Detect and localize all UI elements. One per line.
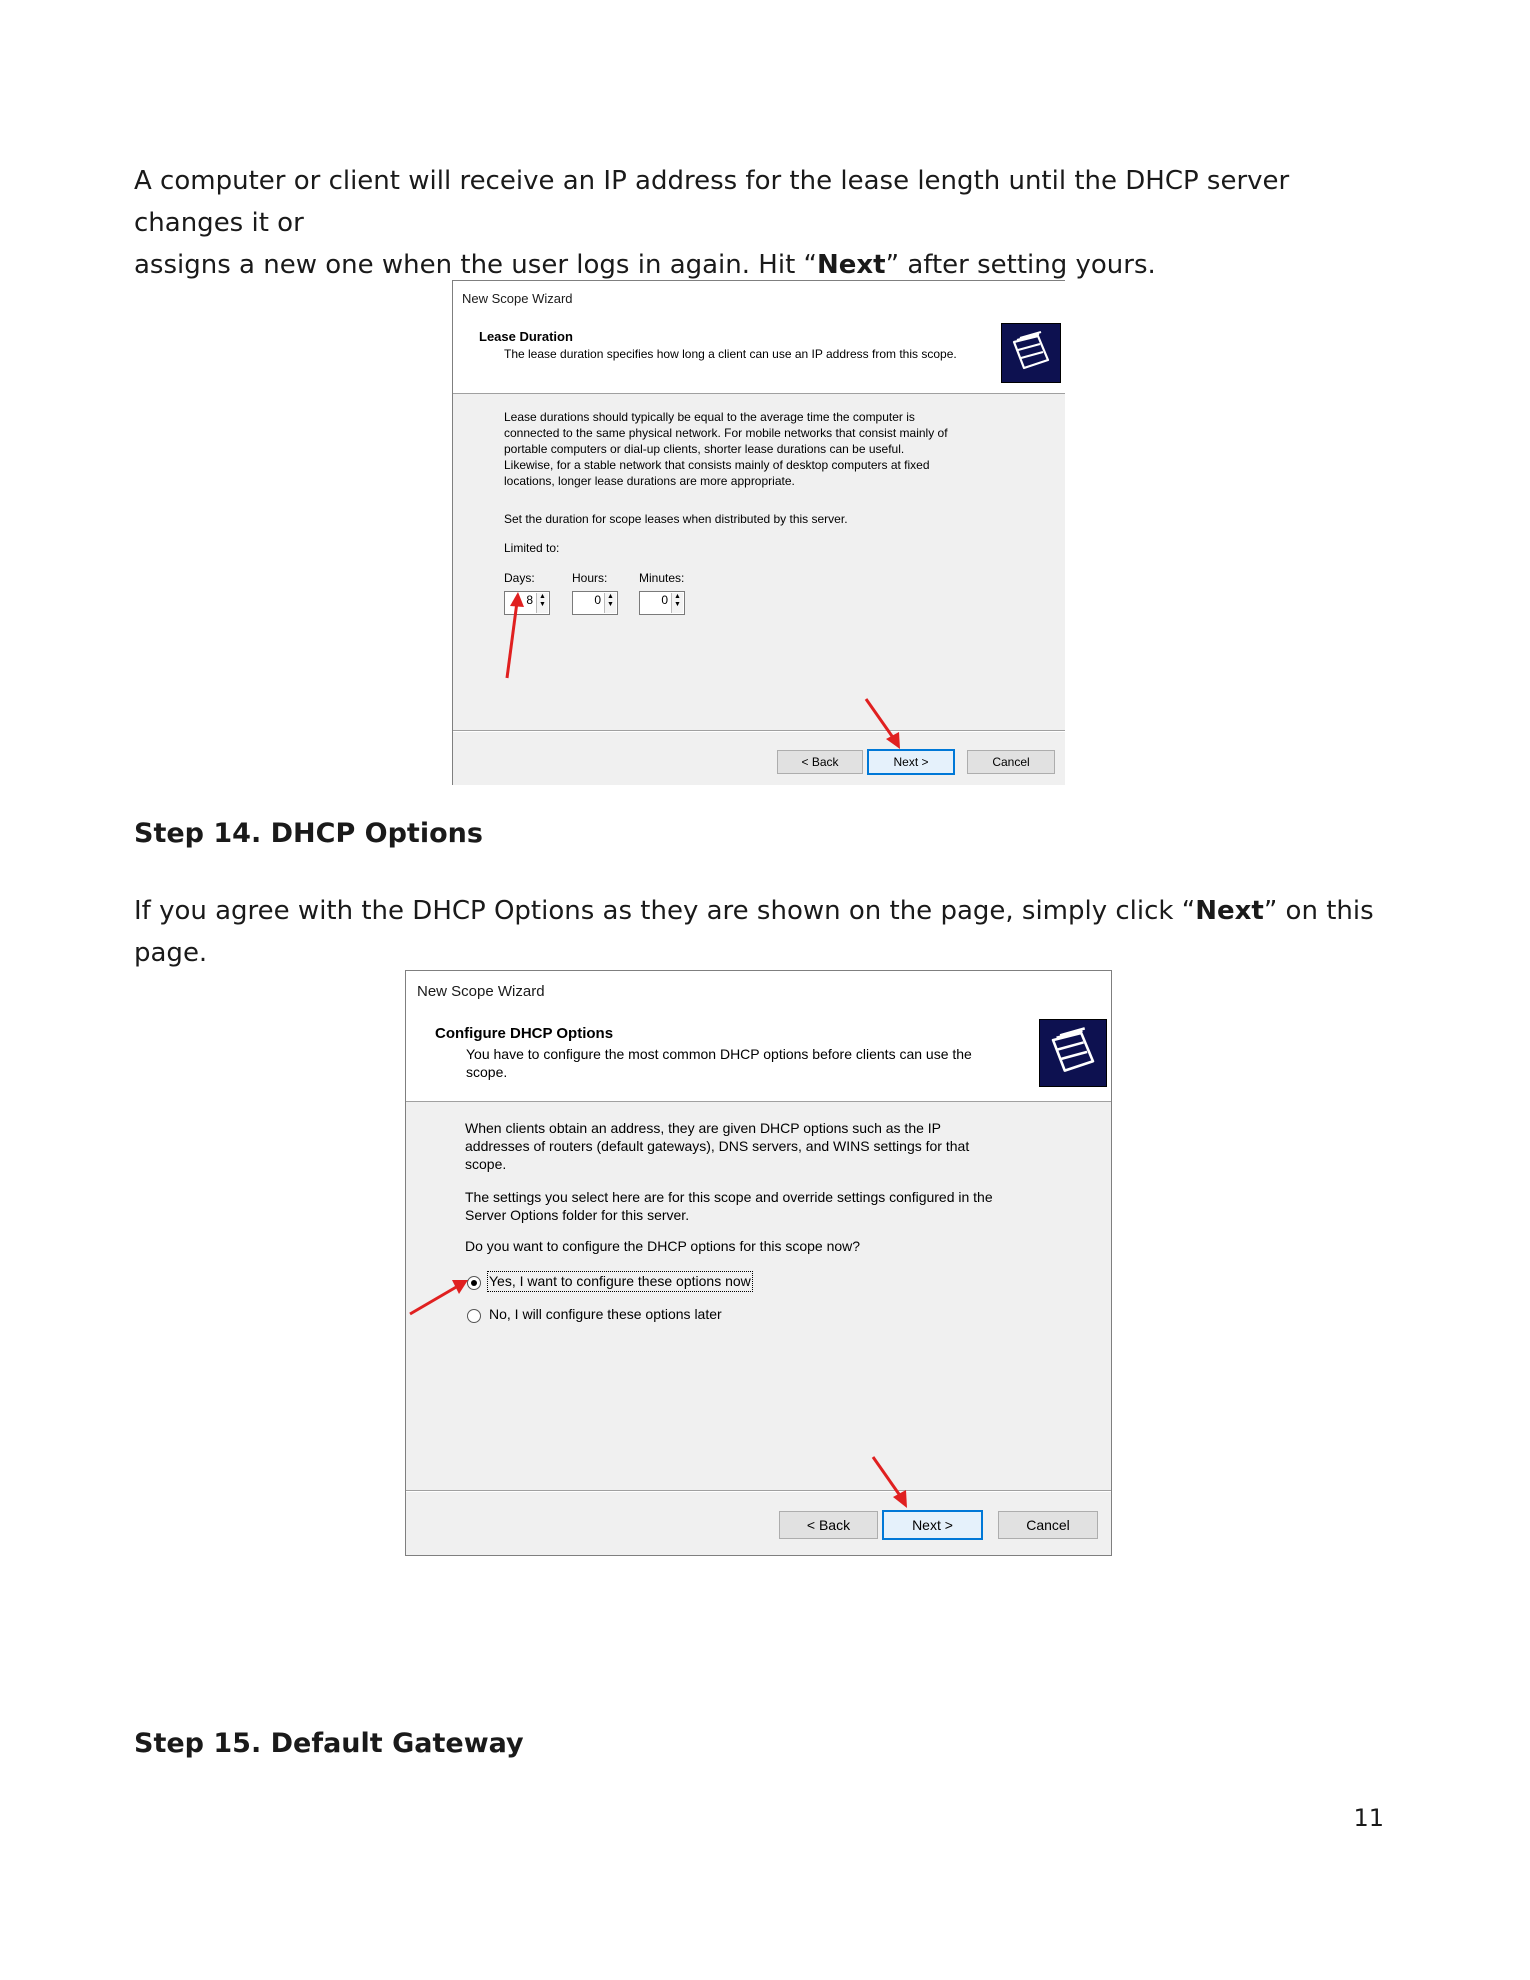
dialog-header	[453, 281, 1065, 394]
desc-line: portable computers or dial-up clients, shorter lease durations can be useful.	[504, 442, 905, 456]
next-button[interactable]: Next >	[867, 749, 955, 775]
spinner-arrows-icon[interactable]: ▲ ▼	[536, 593, 548, 613]
step-15-heading: Step 15. Default Gateway	[134, 1728, 524, 1759]
step-14-paragraph	[134, 890, 1404, 974]
minutes-spinner[interactable]	[639, 591, 685, 615]
window-title: New Scope Wizard	[417, 983, 545, 1000]
wizard-folder-icon	[1039, 1019, 1107, 1087]
dialog-header	[406, 971, 1111, 1102]
footer-separator	[406, 1490, 1111, 1492]
intro-paragraph	[134, 160, 1404, 286]
option-yes-label[interactable]: Yes, I want to configure these options now	[489, 1273, 751, 1289]
minutes-value[interactable]: 0	[661, 593, 668, 607]
limited-to-label: Limited to:	[504, 541, 560, 555]
hours-label: Hours:	[572, 571, 608, 585]
para-line: scope.	[465, 1156, 507, 1172]
page-subtitle	[466, 1045, 972, 1081]
window-title: New Scope Wizard	[462, 291, 573, 306]
intro-line-2-text: assigns a new one when the user logs in again. Hit “	[134, 250, 817, 280]
subtitle-line: scope.	[466, 1064, 508, 1080]
page-title: Lease Duration	[479, 329, 573, 344]
option-no-label[interactable]: No, I will configure these options later	[489, 1306, 722, 1322]
page-subtitle: The lease duration specifies how long a client can use an IP address from this scope.	[504, 347, 957, 361]
desc-line: Lease durations should typically be equal to the average time the computer is	[504, 410, 915, 424]
intro-line-1: A computer or client will receive an IP address for the lease length until the DHCP server changes it or	[134, 166, 1290, 238]
cancel-button[interactable]: Cancel	[967, 750, 1055, 774]
annotation-arrow-days	[495, 590, 535, 680]
desc-line: connected to the same physical network. For mobile networks that consist mainly of	[504, 426, 948, 440]
minutes-label: Minutes:	[639, 571, 685, 585]
spinner-arrows-icon[interactable]: ▲ ▼	[604, 593, 616, 613]
footer-separator	[453, 730, 1065, 732]
intro-line-2-end: ” after setting yours.	[885, 250, 1156, 280]
dhcp-options-para-2	[465, 1188, 993, 1224]
wizard-folder-icon	[1001, 323, 1061, 383]
next-button[interactable]: Next >	[882, 1510, 983, 1540]
desc-line: Likewise, for a stable network that consists mainly of desktop computers at fixed	[504, 458, 930, 472]
folder-stack-icon	[1008, 330, 1054, 376]
configure-question: Do you want to configure the DHCP options for this scope now?	[465, 1238, 861, 1254]
configure-dhcp-options-dialog	[405, 970, 1112, 1556]
lease-description	[504, 409, 948, 489]
days-value[interactable]: 8	[526, 593, 533, 607]
days-label: Days:	[504, 571, 535, 585]
annotation-arrow-next-1	[862, 695, 912, 755]
para-line: The settings you select here are for this scope and override settings configured in the	[465, 1189, 993, 1205]
step-14-text-end: ” on this page.	[134, 896, 1374, 968]
folder-stack-icon	[1046, 1026, 1100, 1080]
annotation-arrow-yes-option	[406, 1272, 476, 1322]
hours-value[interactable]: 0	[594, 593, 601, 607]
subtitle-line: You have to configure the most common DHCP options before clients can use the	[466, 1046, 972, 1062]
spinner-arrows-icon[interactable]: ▲ ▼	[671, 593, 683, 613]
set-duration-text: Set the duration for scope leases when distributed by this server.	[504, 512, 848, 526]
dhcp-options-para-1	[465, 1119, 969, 1173]
para-line: addresses of routers (default gateways), DNS servers, and WINS settings for that	[465, 1138, 970, 1154]
back-button[interactable]: < Back	[779, 1511, 878, 1539]
page-number: 11	[1353, 1804, 1384, 1832]
lease-duration-dialog	[452, 280, 1065, 785]
intro-next-bold: Next	[817, 250, 886, 280]
step-14-heading: Step 14. DHCP Options	[134, 818, 483, 849]
step-14-text: If you agree with the DHCP Options as they are shown on the page, simply click “	[134, 896, 1196, 926]
annotation-arrow-next-2	[869, 1453, 919, 1513]
para-line: Server Options folder for this server.	[465, 1207, 690, 1223]
para-line: When clients obtain an address, they are given DHCP options such as the IP	[465, 1120, 942, 1136]
page-title: Configure DHCP Options	[435, 1025, 614, 1042]
hours-spinner[interactable]	[572, 591, 618, 615]
step-14-next-bold: Next	[1195, 896, 1264, 926]
desc-line: locations, longer lease durations are more appropriate.	[504, 474, 795, 488]
cancel-button[interactable]: Cancel	[998, 1511, 1098, 1539]
back-button[interactable]: < Back	[777, 750, 863, 774]
